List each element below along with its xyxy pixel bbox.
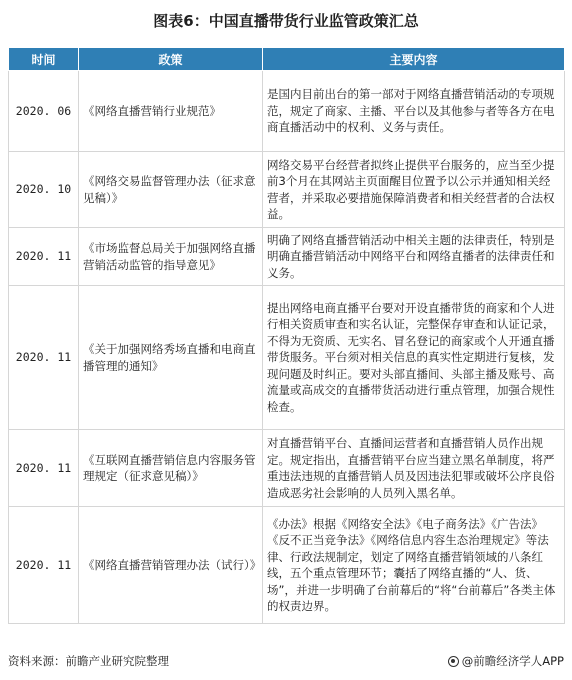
row-time: 2020. 11 (9, 286, 79, 430)
row-content: 明确了网络直播营销活动中相关主题的法律责任，特别是明确直播营销活动中网络平台和网络直播者的法律责任和义务。 (263, 228, 565, 286)
header-policy: 政策 (79, 48, 263, 71)
table-row (9, 286, 565, 430)
row-policy: 《关于加强网络秀场直播和电商直播管理的通知》 (79, 286, 263, 430)
table-row (9, 507, 565, 624)
row-time: 2020. 11 (9, 228, 79, 286)
source-note: 资料来源：前瞻产业研究院整理 (8, 654, 169, 668)
brand-label: @前瞻经济学人APP (461, 654, 564, 668)
brand-footer (448, 653, 564, 669)
row-policy: 《市场监督总局关于加强网络直播营销活动监管的指导意见》 (79, 228, 263, 286)
row-policy: 《网络直播营销管理办法（试行）》 (79, 507, 263, 624)
row-policy: 《网络交易监督管理办法（征求意见稿）》 (79, 152, 263, 228)
row-time: 2020. 10 (9, 152, 79, 228)
brand-logo-icon (448, 656, 459, 667)
row-content: 提出网络电商直播平台要对开设直播带货的商家和个人进行相关资质审查和实名认证，完整保存审查和认证记录，不得为无资质、无实名、冒名登记的商家或个人开通直播带货服务。平台须对相关信息的真实性定期进行复核，发现问题及时纠正。要对头部直播间、头部主播及账号、高流量或高成交的直播带货活动进行重点管理，加强合规性检查。 (263, 286, 565, 430)
row-time: 2020. 06 (9, 71, 79, 152)
table-row (9, 152, 565, 228)
row-policy: 《互联网直播营销信息内容服务管理规定（征求意见稿）》 (79, 430, 263, 507)
table-row (9, 71, 565, 152)
row-time: 2020. 11 (9, 507, 79, 624)
row-time: 2020. 11 (9, 430, 79, 507)
table-header-row (9, 48, 565, 71)
row-content: 《办法》根据《网络安全法》《电子商务法》《广告法》《反不正当竞争法》《网络信息内容生态治理规定》等法律、行政法规制定，划定了网络直播营销领域的八条红线，五个重点管理环节；囊括了网络直播的“人、货、场”，并进一步明确了台前幕后的“将“台前幕后”各类主体的权责边界。 (263, 507, 565, 624)
page-title: 图表6：中国直播带货行业监管政策汇总 (153, 12, 419, 30)
policy-table (8, 47, 565, 624)
row-policy: 《网络直播营销行业规范》 (79, 71, 263, 152)
row-content: 网络交易平台经营者拟终止提供平台服务的，应当至少提前3个月在其网站主页面醒目位置予以公示并通知相关经营者，并采取必要措施保障消费者和相关经营者的合法权益。 (263, 152, 565, 228)
header-time: 时间 (9, 48, 79, 71)
header-content: 主要内容 (263, 48, 565, 71)
row-content: 是国内目前出台的第一部对于网络直播营销活动的专项规范，规定了商家、主播、平台以及其他参与者等各方在电商直播活动中的权利、义务与责任。 (263, 71, 565, 152)
table-row (9, 228, 565, 286)
table-row (9, 430, 565, 507)
row-content: 对直播营销平台、直播间运营者和直播营销人员作出规定。规定指出，直播营销平台应当建立黑名单制度，将严重违法违规的直播营销人员及因违法犯罪或破坏公序良俗造成恶劣社会影响的人员列入黑名单。 (263, 430, 565, 507)
